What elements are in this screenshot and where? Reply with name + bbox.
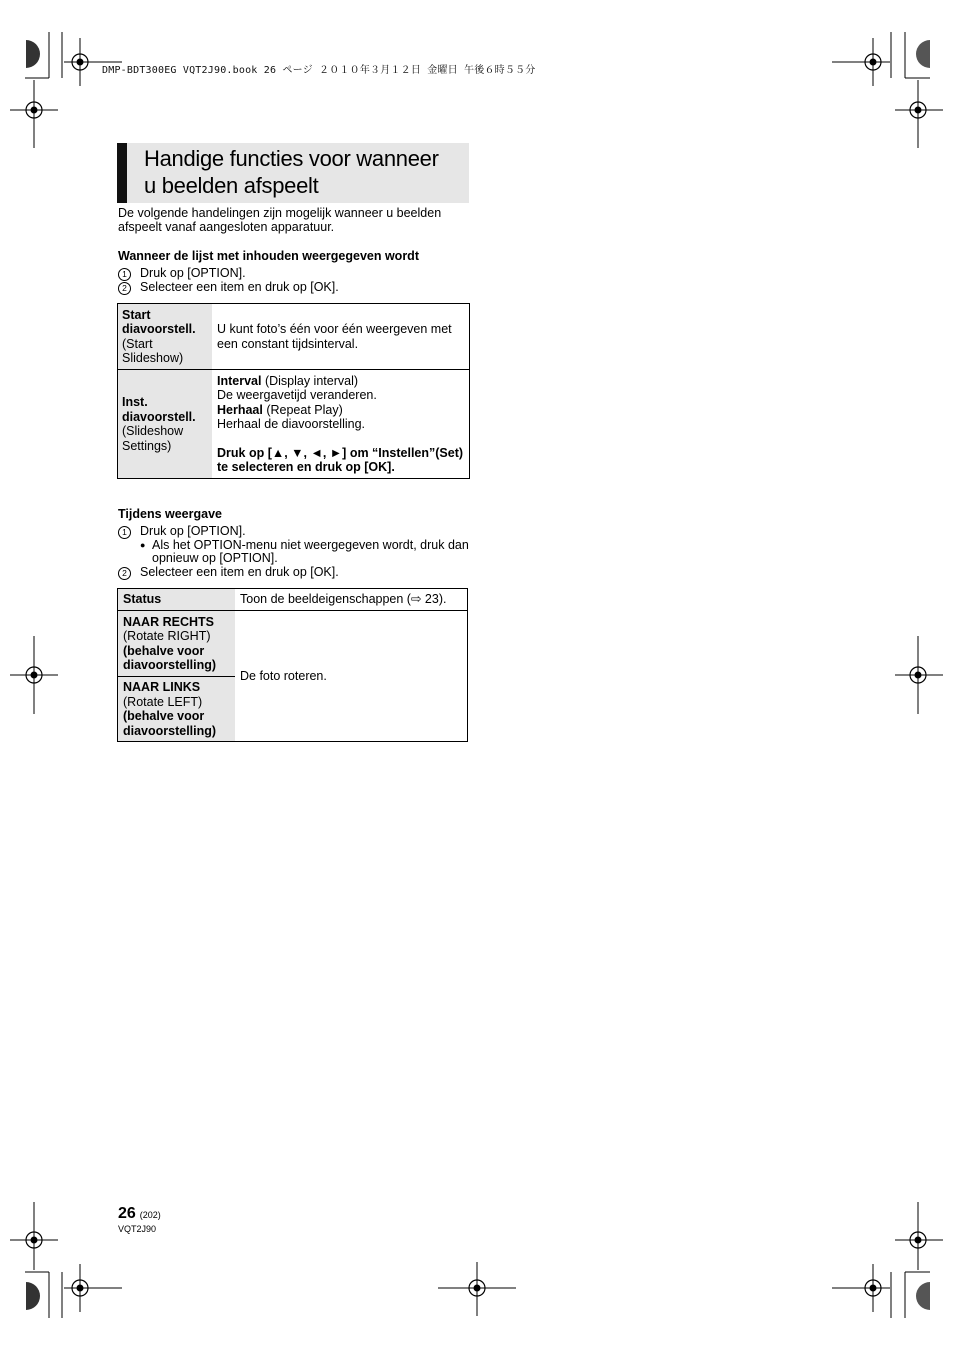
list-item <box>118 525 470 566</box>
table-key-cell <box>118 589 236 611</box>
step-text: Druk op [OPTION]. <box>140 266 246 280</box>
table-value-cell <box>212 304 470 370</box>
interval-label: Interval <box>217 373 262 388</box>
step-number: 2 <box>118 282 131 295</box>
intro-paragraph: De volgende handelingen zijn mogelijk wanneer u beelden afspeelt vanaf aangesloten apparatuur. <box>118 206 442 234</box>
table-row <box>118 370 470 479</box>
table-value-cell <box>212 370 470 479</box>
page-number <box>118 1205 161 1223</box>
option-description: De foto roteren. <box>240 668 327 683</box>
step-text: Druk op [OPTION]. <box>140 524 246 538</box>
interval-description: De weergavetijd veranderen. <box>217 388 377 402</box>
table-row <box>118 304 470 370</box>
option-note: (behalve voor diavoorstelling) <box>123 709 217 738</box>
page-number-sub: (202) <box>139 1210 161 1220</box>
slideshow-options-table <box>117 303 470 479</box>
page-title <box>144 145 464 199</box>
step-number: 1 <box>118 526 131 539</box>
step-note: ● Als het OPTION-menu niet weergegeven wordt, druk dan opnieuw op [OPTION]. <box>140 539 470 566</box>
option-description: U kunt foto’s één voor één weergeven met een constant tijdsinterval. <box>217 322 452 351</box>
page-title-box <box>117 143 469 203</box>
document-code: VQT2J90 <box>118 1224 157 1234</box>
option-english-name: (Slideshow Settings) <box>122 424 184 453</box>
option-note: (behalve voor diavoorstelling) <box>123 643 217 672</box>
option-name: Start diavoorstell. <box>122 307 196 336</box>
table-value-cell <box>235 589 468 611</box>
section1-steps <box>118 267 470 294</box>
interval-english: (Display interval) <box>261 373 359 388</box>
option-name: Inst. diavoorstell. <box>122 395 196 424</box>
table-key-cell <box>118 677 236 742</box>
page-title-line2: u beelden afspeelt <box>144 173 319 198</box>
table-value-cell <box>235 611 468 742</box>
table-key-cell <box>118 611 236 677</box>
step-text: Selecteer een item en druk op [OK]. <box>140 279 339 294</box>
table-key-cell <box>118 304 213 370</box>
option-english-name: (Rotate RIGHT) <box>123 629 211 643</box>
repeat-description: Herhaal de diavoorstelling. <box>217 417 366 431</box>
step-number: 2 <box>118 567 131 580</box>
playback-options-table <box>117 588 468 742</box>
option-name: NAAR RECHTS <box>123 614 214 629</box>
list-item <box>118 566 470 580</box>
table-key-cell <box>118 370 213 479</box>
page-number-main: 26 <box>118 1205 136 1222</box>
option-name: NAAR LINKS <box>123 680 201 694</box>
option-name: Status <box>123 592 162 607</box>
list-item <box>118 281 470 295</box>
section2-steps <box>118 525 470 579</box>
title-accent-bar <box>117 143 127 203</box>
repeat-english: (Repeat Play) <box>262 402 343 417</box>
option-english-name: (Rotate LEFT) <box>123 694 203 709</box>
print-info-header: DMP-BDT300EG VQT2J90.book 26 ページ ２０１０年３月１２日 金曜日 午後６時５５分 <box>102 65 536 76</box>
repeat-label: Herhaal <box>217 402 263 417</box>
settings-instruction: Druk op [▲, ▼, ◄, ►] om “Instellen”(Set) te selecteren en druk op [OK]. <box>217 445 464 474</box>
step-number: 1 <box>118 268 131 281</box>
page-title-line1: Handige functies voor wanneer <box>144 146 439 171</box>
section-heading-during-playback: Tijdens weergave <box>118 507 222 521</box>
list-item <box>118 267 470 281</box>
option-description: Toon de beeldeigenschappen (⇨ 23). <box>240 592 447 607</box>
step-text: Selecteer een item en druk op [OK]. <box>140 564 339 579</box>
table-row <box>118 611 468 677</box>
section-heading-content-list: Wanneer de lijst met inhouden weergegeven wordt <box>118 249 419 263</box>
option-english-name: (Start Slideshow) <box>122 336 184 365</box>
table-row <box>118 589 468 611</box>
